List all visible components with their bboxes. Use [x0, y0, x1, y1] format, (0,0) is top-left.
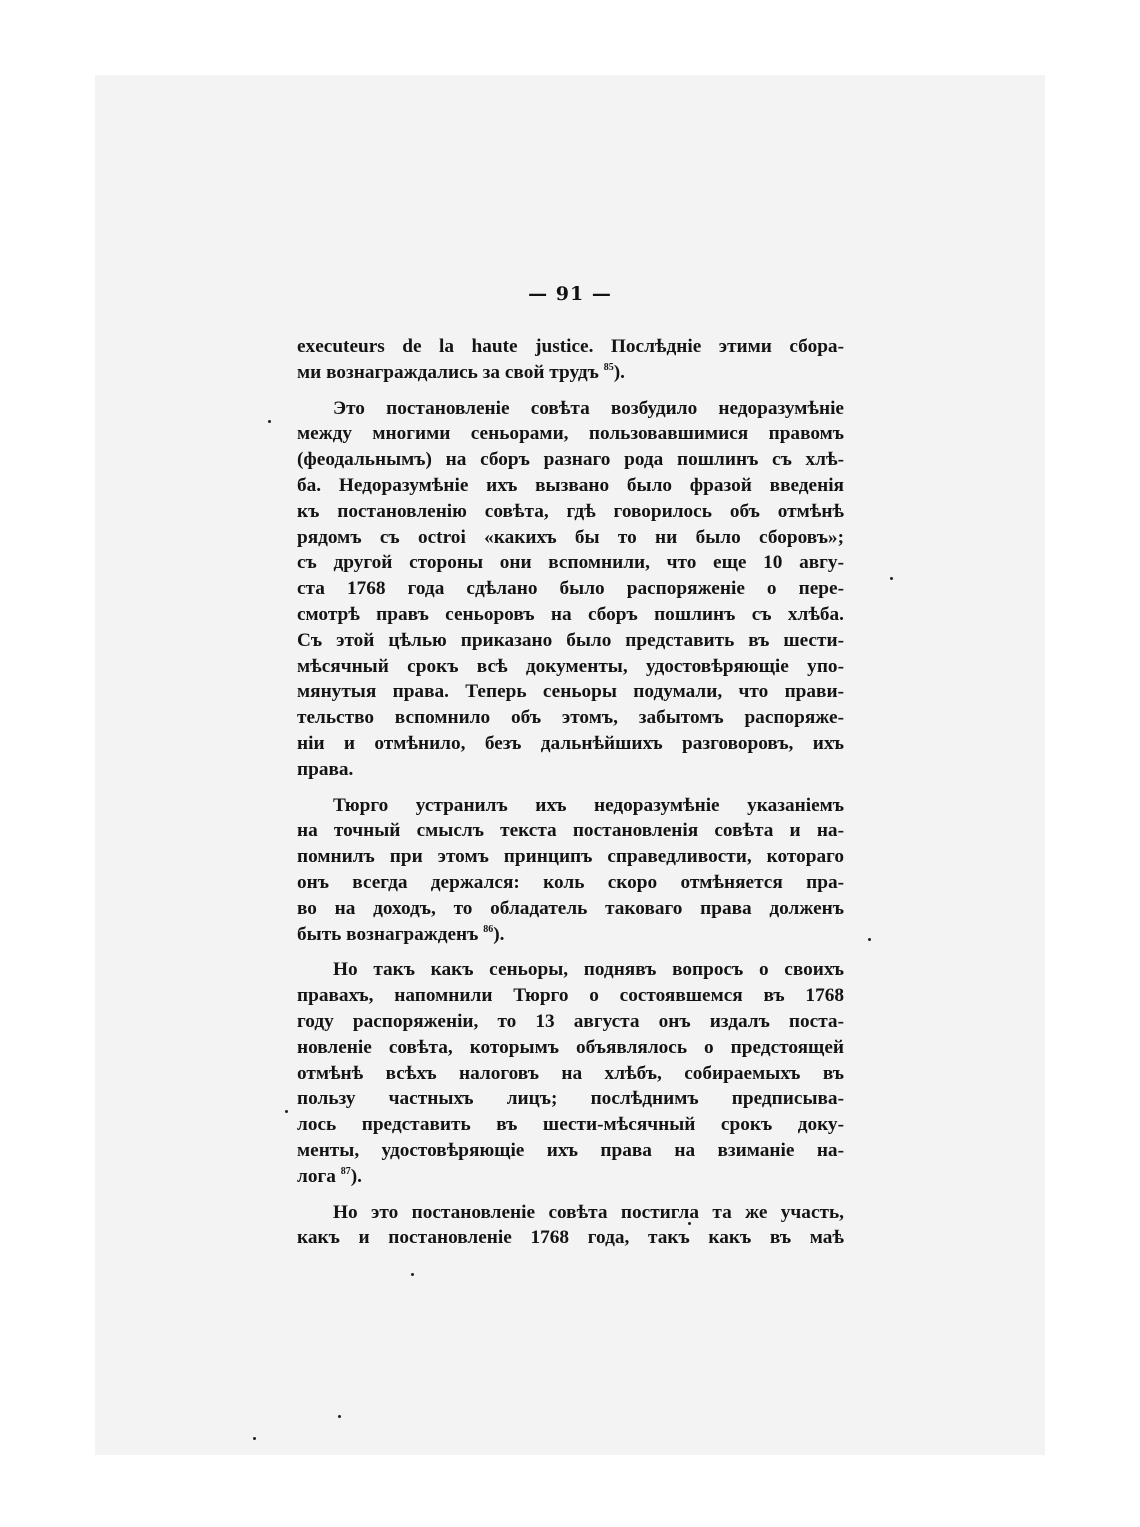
text-line: [297, 1035, 844, 1061]
line-text: помнилъ при этомъ принципъ справедливости, котораго: [297, 846, 844, 868]
line-text: ста 1768 года сдѣлано было распоряженіе о пере-: [297, 578, 844, 600]
line-text: къ постановленію совѣта, гдѣ говорилось объ отмѣнѣ: [297, 500, 844, 522]
text-line: [297, 334, 844, 360]
line-text: Это постановленіе совѣта возбудило недоразумѣніе: [333, 397, 844, 419]
text-line: [297, 1112, 844, 1138]
text-line: [297, 793, 844, 819]
text-line: [297, 576, 844, 602]
text-line: [297, 1138, 844, 1164]
paragraph: [297, 1200, 844, 1252]
line-text: быть вознагражденъ: [297, 923, 479, 945]
text-line: [297, 1009, 844, 1035]
scan-speck: [268, 420, 271, 423]
line-text: права.: [297, 758, 354, 780]
line-text: ніи и отмѣнило, безъ дальнѣйшихъ разговоровъ, ихъ: [297, 732, 844, 754]
line-text: ба. Недоразумѣніе ихъ вызвано было фразой введенія: [297, 474, 844, 496]
line-text: правахъ, напомнили Тюрго о состоявшемся въ 1768: [297, 985, 844, 1007]
line-text: (феодальнымъ) на сборъ разнаго рода пошлинъ съ хлѣ-: [297, 449, 844, 471]
text-line: [297, 447, 844, 473]
footnote-ref: 85: [603, 361, 614, 373]
line-text: съ другой стороны они вспомнили, что еще 10 авгу-: [297, 552, 844, 574]
line-text: Тюрго устранилъ ихъ недоразумѣніе указаніемъ: [333, 794, 844, 816]
line-text: новленіе совѣта, которымъ объявлялось о предстоящей: [297, 1036, 844, 1058]
footnote-ref: 86: [483, 923, 494, 935]
line-text: смотрѣ правъ сеньоровъ на сборъ пошлинъ съ хлѣба.: [297, 603, 844, 625]
text-line: [297, 870, 844, 896]
line-text: во на доходъ, то обладатель таковаго права долженъ: [297, 897, 844, 919]
text-line: [297, 421, 844, 447]
text-line: [297, 957, 844, 983]
text-line: [297, 396, 844, 422]
paragraph: [297, 957, 844, 1189]
text-line: [297, 731, 844, 757]
text-line: [297, 679, 844, 705]
text-line: [297, 757, 844, 783]
scan-speck: [285, 1110, 288, 1113]
text-line: [297, 1164, 844, 1190]
text-line: [297, 525, 844, 551]
line-text: лога: [297, 1165, 336, 1187]
line-text: отмѣнѣ всѣхъ налоговъ на хлѣбъ, собираемыхъ въ: [297, 1062, 844, 1084]
text-line: [297, 473, 844, 499]
text-line: [297, 922, 844, 948]
scan-speck: [890, 577, 893, 580]
line-text: какъ и постановленіе 1768 года, такъ какъ въ маѣ: [297, 1227, 844, 1249]
text-line: [297, 654, 844, 680]
text-line: [297, 844, 844, 870]
text-line: [297, 602, 844, 628]
paragraph: [297, 334, 844, 386]
text-line: [297, 983, 844, 1009]
line-text: Но такъ какъ сеньоры, поднявъ вопросъ о своихъ: [333, 959, 844, 981]
text-line: [297, 550, 844, 576]
line-text: онъ всегда держался: коль скоро отмѣняется пра-: [297, 871, 844, 893]
line-text: тельство вспомнило объ этомъ, забытомъ распоряже-: [297, 707, 844, 729]
line-text: ми вознаграждались за свой трудъ: [297, 361, 599, 383]
line-text: мѣсячный срокъ всѣ документы, удостовѣряющіе упо-: [297, 655, 844, 677]
scan-speck: [868, 938, 871, 941]
scan-speck: [688, 1222, 691, 1225]
text-line: [297, 896, 844, 922]
scan-speck: [253, 1437, 256, 1440]
text-line: [297, 499, 844, 525]
line-tail: ).: [613, 361, 625, 383]
line-text: году распоряженіи, то 13 августа онъ издалъ поста-: [297, 1010, 844, 1032]
line-text: Но это постановленіе совѣта постигла та же участь,: [333, 1201, 844, 1223]
page-number: — 91 —: [528, 283, 612, 305]
footnote-ref: 87: [340, 1165, 351, 1177]
text-line: [297, 628, 844, 654]
line-text: лось представить въ шести-мѣсячный срокъ доку-: [297, 1114, 844, 1136]
line-text: executeurs de la haute justice. Послѣдніе этими сбора-: [297, 336, 844, 357]
text-line: [297, 1200, 844, 1226]
text-line: [297, 1061, 844, 1087]
line-text: рядомъ съ octroi «какихъ бы то ни было сборовъ»;: [297, 526, 844, 548]
line-text: мянутыя права. Теперь сеньоры подумали, что прави-: [297, 681, 844, 703]
line-text: между многими сеньорами, пользовавшимися правомъ: [297, 423, 844, 445]
text-line: [297, 705, 844, 731]
paragraph: [297, 396, 844, 783]
line-text: менты, удостовѣряющіе ихъ права на взиманіе на-: [297, 1139, 844, 1161]
body-text: [297, 334, 844, 1261]
text-line: [297, 818, 844, 844]
scan-speck: [338, 1415, 341, 1418]
line-tail: ).: [350, 1165, 362, 1187]
text-line: [297, 1086, 844, 1112]
line-text: Съ этой цѣлью приказано было представить въ шести-: [297, 629, 844, 651]
text-line: [297, 360, 844, 386]
line-text: на точный смыслъ текста постановленія совѣта и на-: [297, 820, 844, 842]
text-line: [297, 1225, 844, 1251]
line-tail: ).: [493, 923, 505, 945]
paragraph: [297, 793, 844, 948]
scan-speck: [411, 1273, 414, 1276]
line-text: пользу частныхъ лицъ; послѣднимъ предписыва-: [297, 1088, 844, 1110]
